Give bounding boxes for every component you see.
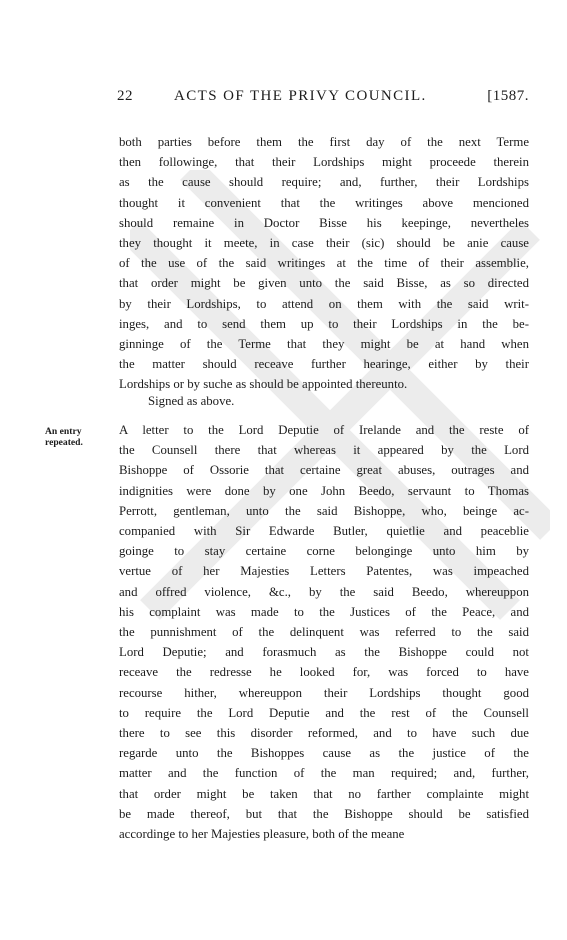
running-year: [1587.: [487, 88, 529, 104]
text-line: regarde unto the Bishoppes cause as the justice of the: [119, 746, 529, 761]
text-line: accordinge to her Majesties pleasure, both of the meane: [119, 827, 405, 842]
paragraph-letter: [119, 420, 529, 844]
text-line: and offred violence, &c., by the said Beedo, whereuppon: [119, 584, 529, 599]
page-number: 22: [117, 88, 133, 104]
text-line: they thought it meete, in case their (sic) should be anie cause: [119, 236, 529, 251]
signed-note: Signed as above.: [148, 394, 235, 408]
paragraph-continued: [119, 132, 529, 395]
text-line: that order might be given unto the said Bisse, as so directed: [119, 276, 529, 291]
text-line: as the cause should require; and, further, their Lordships: [119, 175, 529, 190]
text-line: recourse hither, whereuppon their Lordships thought good: [119, 685, 529, 700]
text-line: vertue of her Majesties Letters Patentes, was impeached: [119, 564, 529, 579]
text-line: the matter should receave further hearinge, either by their: [119, 357, 529, 372]
text-line: the Counsell there that whereas it appeared by the Lord: [119, 443, 529, 458]
text-line: indignities were done by one John Beedo, servaunt to Thomas: [119, 483, 529, 498]
page-header: [117, 88, 529, 112]
text-line: should remaine in Doctor Bisse his keepinge, nevertheles: [119, 215, 529, 230]
text-line: his complaint was made to the Justices of the Peace, and: [119, 604, 529, 619]
text-line: Lord Deputie; and forasmuch as the Bishoppe could not: [119, 645, 529, 660]
text-line: the punnishment of the delinquent was referred to the said: [119, 625, 529, 640]
text-line: receave the redresse he looked for, was forced to have: [119, 665, 529, 680]
text-line: by their Lordships, to attend on them with the said writ-: [119, 296, 529, 311]
running-title: ACTS OF THE PRIVY COUNCIL.: [174, 88, 427, 104]
text-line: to require the Lord Deputie and the rest of the Counsell: [119, 705, 529, 720]
text-line: Perrott, gentleman, unto the said Bishoppe, who, beinge ac-: [119, 503, 529, 518]
text-line: goinge to stay certaine corne belonginge unto him by: [119, 544, 529, 559]
text-line: then followinge, that their Lordships might proceede therein: [119, 155, 529, 170]
text-line: matter and the function of the man required; and, further,: [119, 766, 529, 781]
text-line: that order might be taken that no farther complainte might: [119, 786, 529, 801]
text-line: companied with Sir Edwarde Butler, quietlie and peaceblie: [119, 524, 529, 539]
text-line: Lordships or by suche as should be appointed thereunto.: [119, 377, 408, 392]
margin-note-line: repeated.: [45, 437, 83, 448]
text-line: both parties before them the first day of the next Terme: [119, 135, 529, 149]
margin-note-line: An entry: [45, 426, 82, 437]
text-line: A letter to the Lord Deputie of Irelande and the reste of: [119, 423, 529, 437]
text-line: be made thereof, but that the Bishoppe should be satisfied: [119, 806, 529, 821]
text-line: ginninge of the Terme that they might be at hand when: [119, 337, 529, 352]
text-line: of the use of the said writinges at the time of their assemblie,: [119, 256, 529, 271]
margin-note: [45, 426, 109, 448]
text-line: thought it convenient that the writinges above mencioned: [119, 195, 529, 210]
text-line: inges, and to send them up to their Lordships in the be-: [119, 316, 529, 331]
text-line: there to see this disorder reformed, and to have such due: [119, 726, 529, 741]
text-line: Bishoppe of Ossorie that certaine great abuses, outrages and: [119, 463, 529, 478]
